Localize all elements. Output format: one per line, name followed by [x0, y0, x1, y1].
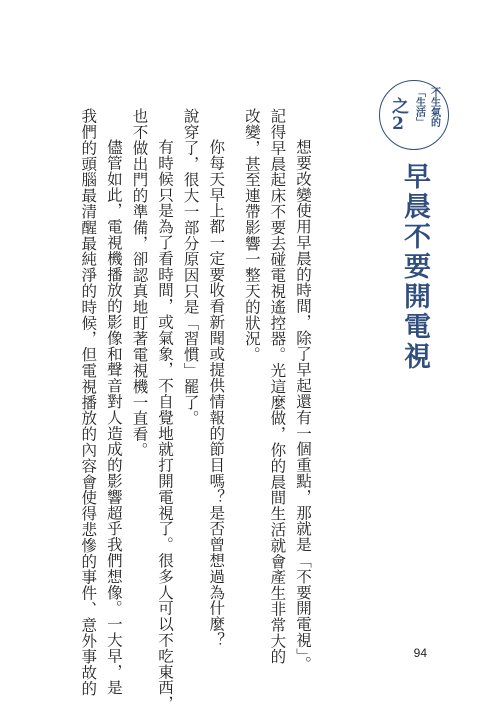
- body-line: 也不做出門的準備，卻認真地盯著電視機一直看。: [130, 108, 149, 458]
- body-line: 你每天早上都一定要收看新聞或提供情報的節目嗎？是否曾想過為什麼？: [207, 139, 226, 648]
- chapter-subtitle-line1: 不生氣的: [428, 87, 440, 127]
- chapter-number: 之2: [388, 97, 408, 134]
- paragraph-3: [126, 108, 177, 711]
- body-line: 有時候只是為了看時間，或氣象，不自覺地就打開電視了。很多人可以不吃東西，: [156, 139, 175, 711]
- body-line: 我們的頭腦最清醒最純淨的時候，但電視播放的內容會使得悲慘的事件、意外事故的: [79, 108, 98, 697]
- page-number: 94: [413, 646, 427, 660]
- body-line: 想要改變使用早晨的時間，除了早起還有一個重點，那就是「不要開電視」。: [294, 139, 312, 672]
- chapter-subtitle-line2: 「生活」: [413, 87, 425, 127]
- body-line: 改變，甚至連帶影響一整天的狀況。: [242, 108, 261, 363]
- chapter-badge: [379, 80, 449, 150]
- section-title: 早晨不要開電視: [399, 162, 430, 372]
- body-line: 儘管如此，電視機播放的影像和聲音對人造成的影響超乎我們想像。一大早，是: [104, 139, 123, 696]
- body-line: 說穿了，很大一部分原因只是「習慣」罷了。: [181, 108, 200, 426]
- body-line: 記得早晨起床不要去碰電視遙控器。光這麼做，你的晨間生活就會產生非常大的: [268, 108, 287, 665]
- paragraph-4: [75, 108, 126, 697]
- paragraph-2: [177, 108, 228, 648]
- body-text: [75, 108, 315, 711]
- paragraph-1: [238, 108, 315, 672]
